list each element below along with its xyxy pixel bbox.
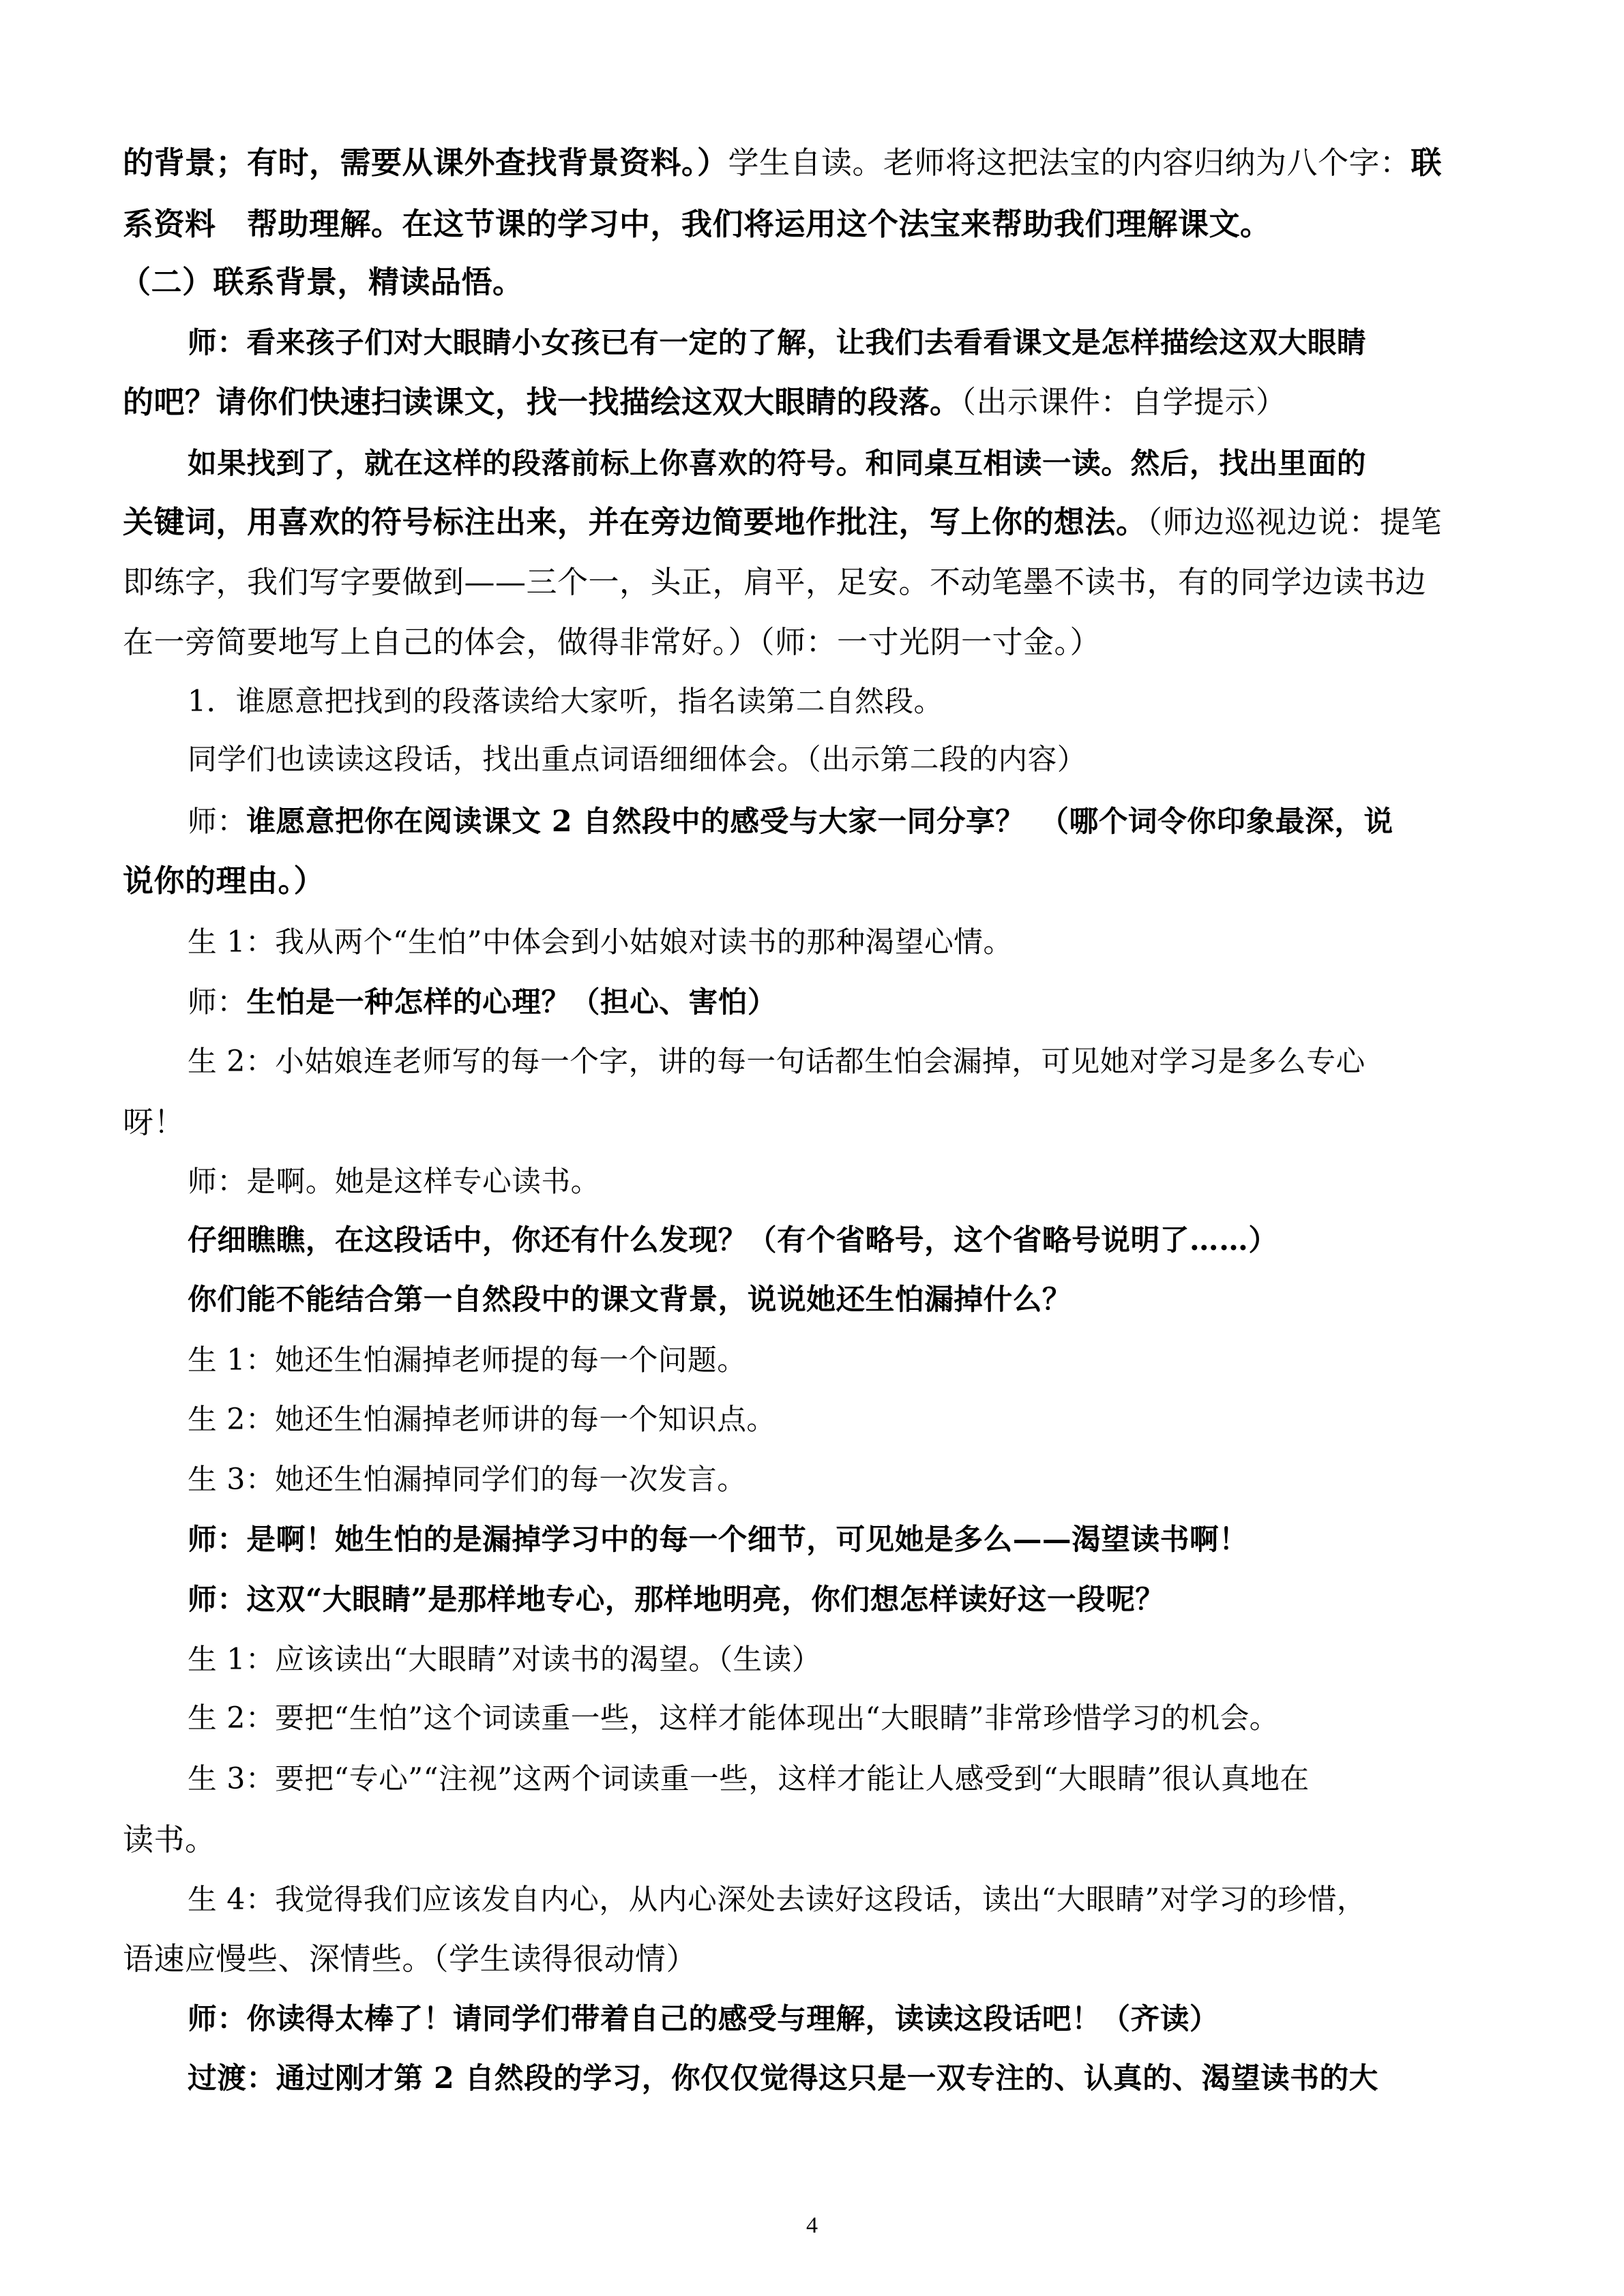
text-line (188, 2058, 1593, 2099)
text-span: 师：是啊！她生怕的是漏掉学习中的每一个细节，可见她是多么——渴望读书啊！ (188, 1523, 1249, 1557)
text-line (188, 1759, 1593, 1800)
text-span: （出示课件：自学提示） (960, 384, 1287, 420)
text-line (123, 204, 1528, 245)
text-span: 过渡：通过刚才第 2 自然段的学习，你仅仅觉得这只是一双专注的、认真的、渴望读书的大 (188, 2061, 1378, 2096)
text-span: 师：看来孩子们对大眼睛小女孩已有一定的了解，让我们去看看课文是怎样描绘这双大眼睛 (188, 326, 1367, 360)
text-line (188, 1519, 1593, 1560)
text-line (188, 443, 1593, 484)
text-span: 读书。 (123, 1821, 216, 1858)
text-line (123, 382, 1528, 423)
text-span: 在一旁简要地写上自己的体会，做得非常好。）（师：一寸光阴一寸金。） (123, 624, 1102, 660)
text-span: 即练字，我们写字要做到——三个一，头正，肩平，足安。不动笔墨不读书，有的同学边读书边 (123, 564, 1427, 600)
text-line (188, 1459, 1593, 1500)
page-number: 4 (806, 2213, 818, 2238)
text-span: 你们能不能结合第一自然段中的课文背景，说说她还生怕漏掉什么？ (188, 1283, 1072, 1317)
section-heading (120, 262, 1525, 303)
text-line (188, 1340, 1593, 1381)
text-span: 联 (1411, 145, 1443, 181)
text-line (188, 1639, 1593, 1680)
text-span: 师：这双“大眼睛”是那样地专心，那样地明亮，你们想怎样读好这一段呢？ (188, 1583, 1165, 1617)
text-line (188, 1041, 1593, 1082)
text-line (123, 622, 1528, 663)
text-line (123, 861, 1528, 901)
text-span: 学生自读。老师将这把法宝的内容归纳为八个字： (728, 145, 1411, 181)
text-line (188, 1220, 1593, 1261)
text-line (188, 739, 1593, 780)
text-line (188, 681, 1593, 722)
text-line (188, 1999, 1593, 2040)
text-line (188, 323, 1593, 363)
text-span: 说你的理由。） (123, 863, 325, 899)
text-line (188, 1879, 1593, 1920)
text-line (123, 1939, 1528, 1980)
text-span: 生 2：要把“生怕”这个词读重一些，这样才能体现出“大眼睛”非常珍惜学习的机会。 (188, 1701, 1279, 1735)
text-span: 生 2：小姑娘连老师写的每一个字，讲的每一句话都生怕会漏掉，可见她对学习是多么专心 (188, 1045, 1365, 1079)
text-line (188, 801, 1593, 842)
text-line (188, 1399, 1593, 1440)
text-line (188, 982, 1593, 1023)
text-span: 系资料 帮助理解。在这节课的学习中，我们将运用这个法宝来帮助我们理解课文。 (123, 206, 1271, 242)
text-line (123, 1819, 1528, 1860)
text-line (123, 502, 1528, 543)
text-span: 关键词，用喜欢的符号标注出来，并在旁边简要地作批注，写上你的想法。 (123, 504, 1147, 540)
text-span: （二）联系背景，精读品悟。 (120, 264, 524, 300)
text-line (188, 1698, 1593, 1739)
text-span: 生 1：我从两个“生怕”中体会到小姑娘对读书的那种渴望心情。 (188, 925, 1013, 959)
text-line (188, 1579, 1593, 1620)
text-line (188, 1161, 1593, 1202)
text-span: 如果找到了，就在这样的段落前标上你喜欢的符号。和同桌互相读一读。然后，找出里面的 (188, 447, 1367, 481)
text-span: 生怕是一种怎样的心理？（担心、害怕） (246, 985, 778, 1019)
text-span: （师边巡视边说：提笔 (1147, 504, 1443, 540)
text-span: 谁愿意把你在阅读课文 2 自然段中的感受与大家一同分享？ （哪个词令你印象最深，说 (246, 805, 1393, 839)
text-span: 仔细瞧瞧，在这段话中，你还有什么发现？（有个省略号，这个省略号说明了……） (188, 1223, 1278, 1257)
text-span: 生 3：她还生怕漏掉同学们的每一次发言。 (188, 1463, 747, 1497)
text-span: 语速应慢些、深情些。（学生读得很动情） (123, 1941, 698, 1977)
text-span: 师：你读得太棒了！请同学们带着自己的感受与理解，读读这段话吧！（齐读） (188, 2002, 1220, 2036)
text-line (123, 1102, 1528, 1143)
text-span: 师： (188, 985, 247, 1019)
text-span: 生 4：我觉得我们应该发自内心，从内心深处去读好这段话，读出“大眼睛”对学习的珍惜， (188, 1883, 1367, 1917)
text-span: 生 1：她还生怕漏掉老师提的每一个问题。 (188, 1343, 747, 1377)
text-line (188, 1279, 1593, 1320)
text-span: 同学们也读读这段话，找出重点词语细细体会。（出示第二段的内容） (188, 743, 1087, 777)
text-line (123, 562, 1528, 603)
text-span: 师： (188, 805, 247, 839)
text-line (123, 143, 1528, 183)
text-span: 呀！ (123, 1104, 186, 1140)
text-span: 的背景；有时，需要从课外查找背景资料。） (123, 145, 728, 181)
text-span: 生 2：她还生怕漏掉老师讲的每一个知识点。 (188, 1403, 776, 1437)
text-span: 1．谁愿意把找到的段落读给大家听，指名读第二自然段。 (188, 685, 943, 719)
text-span: 生 1：应该读出“大眼睛”对读书的渴望。（生读） (188, 1643, 822, 1677)
text-span: 的吧？请你们快速扫读课文，找一找描绘这双大眼睛的段落。 (123, 384, 961, 420)
text-span: 师：是啊。她是这样专心读书。 (188, 1165, 600, 1199)
text-line (188, 922, 1593, 963)
text-span: 生 3：要把“专心”“注视”这两个词读重一些，这样才能让人感受到“大眼睛”很认真地在 (188, 1762, 1310, 1796)
